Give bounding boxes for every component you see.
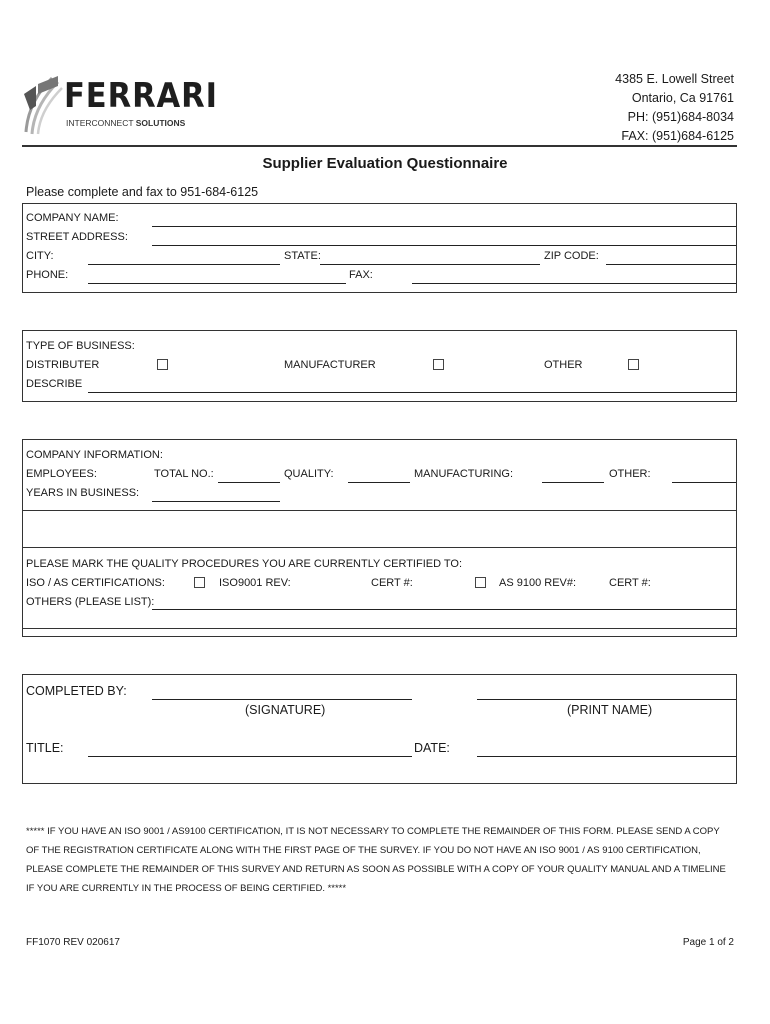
date-field[interactable]	[477, 756, 736, 757]
form-instruction: Please complete and fax to 951-684-6125	[26, 185, 259, 199]
phone-label: PHONE:	[26, 269, 69, 281]
form-id: FF1070 REV 020617	[26, 937, 120, 948]
signature-field[interactable]	[152, 699, 412, 700]
zip-code-label: ZIP CODE:	[544, 250, 599, 262]
iso-certifications-label: ISO / AS CERTIFICATIONS:	[26, 577, 165, 589]
title-field[interactable]	[88, 756, 412, 757]
print-name-caption: (PRINT NAME)	[567, 703, 653, 717]
distributor-label: DISTRIBUTER	[26, 359, 100, 371]
as-cert-label: CERT #:	[609, 577, 651, 589]
page-number: Page 1 of 2	[682, 937, 734, 948]
completed-by-label: COMPLETED BY:	[26, 684, 127, 698]
logo-sub-text: INTERCONNECT SOLUTIONS	[66, 118, 186, 128]
iso9001-checkbox[interactable]	[194, 577, 205, 588]
total-label: TOTAL NO.:	[154, 468, 214, 480]
describe-label: DESCRIBE	[26, 378, 83, 390]
address-line: 4385 E. Lowell Street	[615, 72, 734, 86]
company-name-label: COMPANY NAME:	[26, 212, 119, 224]
others-label: OTHERS (PLEASE LIST):	[26, 596, 155, 608]
other-business-checkbox[interactable]	[628, 359, 639, 370]
state-field[interactable]	[320, 264, 540, 265]
other-employees-label: OTHER:	[609, 468, 651, 480]
manufacturing-label: MANUFACTURING:	[414, 468, 513, 480]
street-address-label: STREET ADDRESS:	[26, 231, 128, 243]
as9100-rev-label: AS 9100 REV#:	[499, 577, 577, 589]
manufacturer-checkbox[interactable]	[433, 359, 444, 370]
street-address-field[interactable]	[152, 245, 736, 246]
company-name-field[interactable]	[152, 226, 736, 227]
years-label: YEARS IN BUSINESS:	[26, 487, 140, 499]
form-title: Supplier Evaluation Questionnaire	[262, 155, 508, 172]
address-line: FAX: (951)684-6125	[621, 129, 734, 143]
others-field[interactable]	[152, 609, 736, 610]
info-divider	[22, 547, 737, 548]
business-type-label: TYPE OF BUSINESS:	[26, 340, 135, 352]
phone-field[interactable]	[88, 283, 346, 284]
state-label: STATE:	[284, 250, 321, 262]
fax-label: FAX:	[349, 269, 373, 281]
distributor-checkbox[interactable]	[157, 359, 168, 370]
fax-field[interactable]	[412, 283, 736, 284]
other-employees-field[interactable]	[672, 482, 736, 483]
company-info-heading: COMPANY INFORMATION:	[26, 449, 163, 461]
manufacturer-label: MANUFACTURER	[284, 359, 376, 371]
zip-code-field[interactable]	[606, 264, 736, 265]
years-field[interactable]	[152, 501, 280, 502]
logo-brand-text: FERRARI	[64, 76, 218, 116]
title-label: TITLE:	[26, 741, 64, 755]
iso9001-rev-label: ISO9001 REV:	[219, 577, 291, 589]
quality-heading: PLEASE MARK THE QUALITY PROCEDURES YOU ARE CURRENTLY CERTIFIED TO:	[26, 558, 463, 570]
iso-notice: ***** IF YOU HAVE AN ISO 9001 / AS9100 CERTIFICATION, IT IS NOT NECESSARY TO COMPLETE THE REMAINDER OF THIS FORM. PLEASE SEND A COPY OF THE REGISTRATION CERTIFICATE ALONG WITH THE FIRST PAGE OF THE SURVEY. IF YOU DO NOT HAVE AN ISO 9001 / AS 9100 CERTIFICATION, PLEASE COMPLETE THE REMAINDER OF THIS SURVEY AND RETURN AS SOON AS POSSIBLE WITH A COPY OF YOUR QUALITY MANUAL AND A TIMELINE IF YOU ARE CURRENTLY IN THE PROCESS OF BEING CERTIFIED. *****	[26, 826, 726, 894]
city-field[interactable]	[88, 264, 280, 265]
describe-field[interactable]	[88, 392, 736, 393]
address-line: PH: (951)684-8034	[627, 110, 734, 124]
other-business-label: OTHER	[544, 359, 583, 371]
completion-section	[22, 674, 737, 784]
info-divider	[22, 510, 737, 511]
quality-divider	[22, 628, 737, 629]
signature-caption: (SIGNATURE)	[245, 703, 326, 717]
company-section	[22, 203, 737, 293]
header-divider	[22, 145, 737, 147]
date-label: DATE:	[414, 741, 450, 755]
logo-mark-icon	[22, 72, 66, 136]
quality-label: QUALITY:	[284, 468, 334, 480]
iso-cert-label: CERT #:	[371, 577, 413, 589]
print-name-field[interactable]	[477, 699, 736, 700]
total-employees-field[interactable]	[218, 482, 280, 483]
company-logo	[22, 72, 218, 138]
company-address	[615, 70, 734, 146]
quality-employees-field[interactable]	[348, 482, 410, 483]
city-label: CITY:	[26, 250, 54, 262]
employees-label: EMPLOYEES:	[26, 468, 97, 480]
as9100-checkbox[interactable]	[475, 577, 486, 588]
manufacturing-employees-field[interactable]	[542, 482, 604, 483]
address-line: Ontario, Ca 91761	[631, 91, 734, 105]
